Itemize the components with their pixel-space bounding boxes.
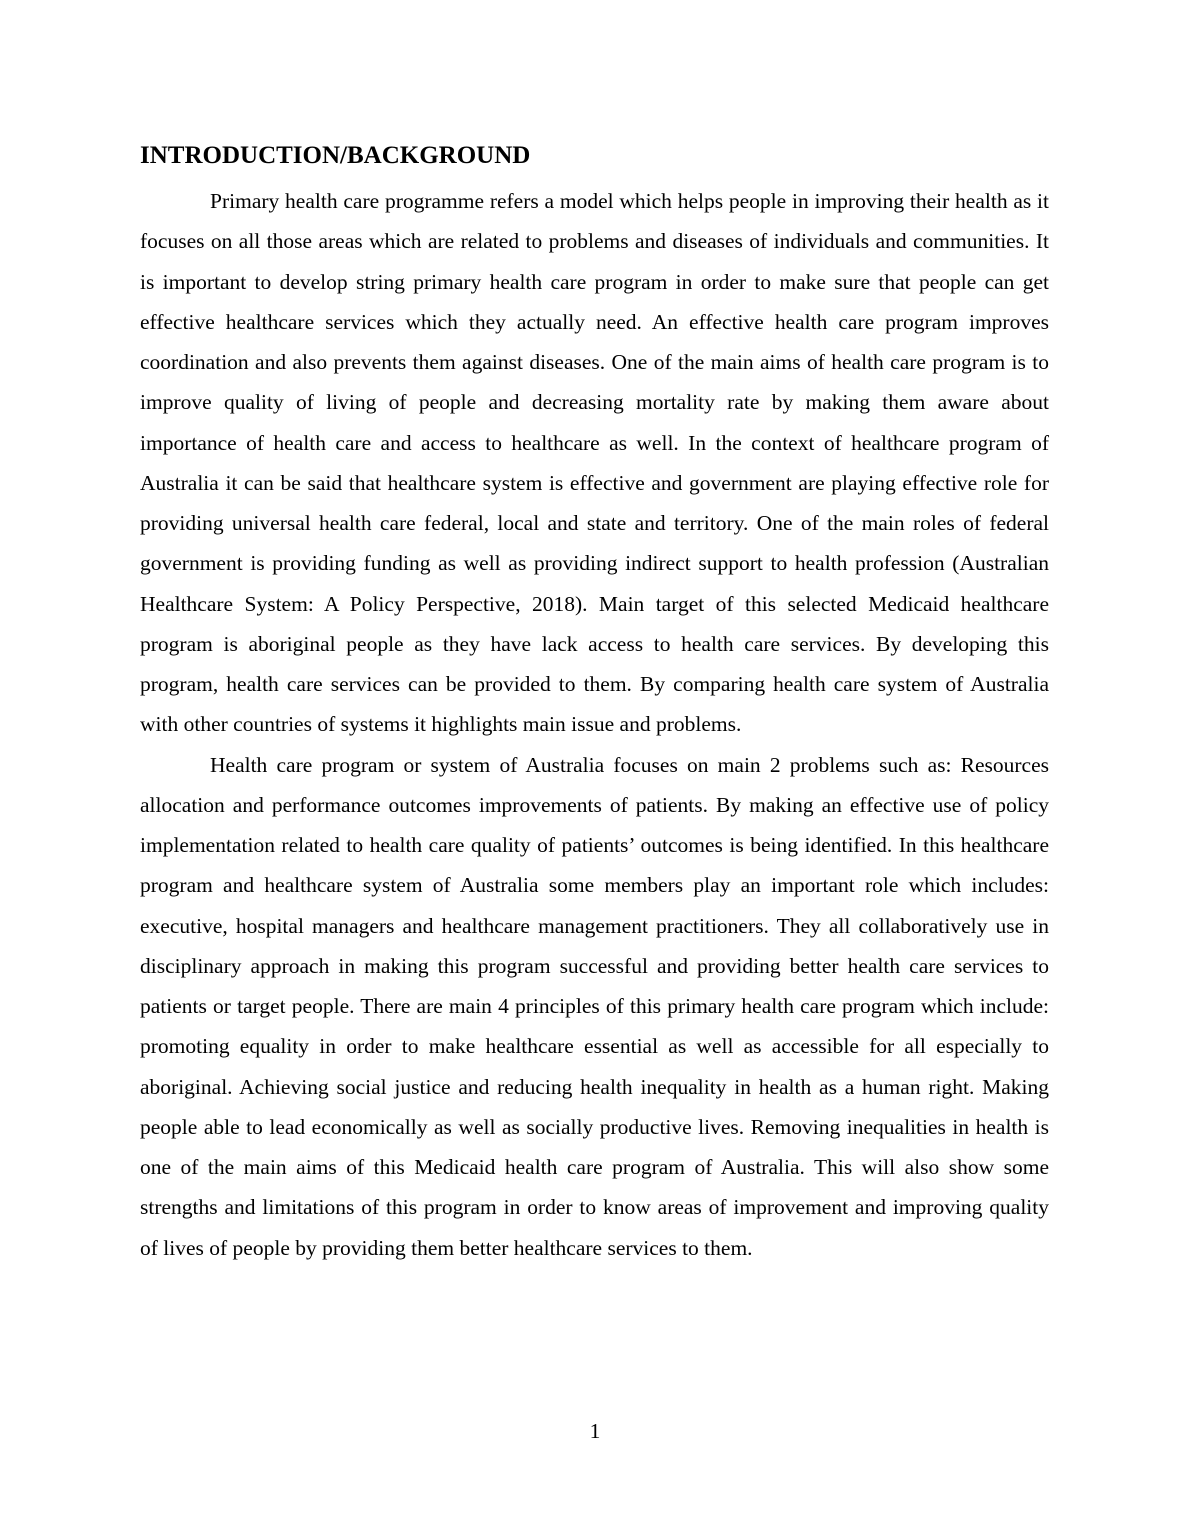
paragraph-problems: Health care program or system of Australia focuses on main 2 problems such as: Resources allocation and performance outcomes improvements of patients. By making an effective use of policy implementation related to health care quality of patients’ outcomes is being identified. In this healthcare program and healthcare system of Australia some members play an important role which includes: executive, hospital managers and healthcare management practitioners. They all collaboratively use in disciplinary approach in making this program successful and providing better health care services to patients or target people. There are main 4 principles of this primary health care program which include: promoting equality in order to make healthcare essential as well as accessible for all especially to aboriginal. Achieving social justice and reducing health inequality in health as a human right. Making people able to lead economically as well as socially productive lives. Removing inequalities in health is one of the main aims of this Medicaid health care program of Australia. This will also show some strengths and limitations of this program in order to know areas of improvement and improving quality of lives of people by providing them better healthcare services to them. (140, 752, 1049, 1260)
page-number: 1 (589, 1419, 601, 1443)
section-heading: INTRODUCTION/BACKGROUND (140, 142, 531, 169)
body-text (140, 181, 1049, 1268)
paragraph-intro: Primary health care programme refers a model which helps people in improving their health as it focuses on all those areas which are related to problems and diseases of individuals and communities. It is important to develop string primary health care program in order to make sure that people can get effective healthcare services which they actually need. An effective health care program improves coordination and also prevents them against diseases. One of the main aims of health care program is to improve quality of living of people and decreasing mortality rate by making them aware about importance of health care and access to healthcare as well. In the context of healthcare program of Australia it can be said that healthcare system is effective and government are playing effective role for providing universal health care federal, local and state and territory. One of the main roles of federal government is providing funding as well as providing indirect support to health profession (Australian Healthcare System: A Policy Perspective, 2018). Main target of this selected Medicaid healthcare program is aboriginal people as they have lack access to health care services. By developing this program, health care services can be provided to them. By comparing health care system of Australia with other countries of systems it highlights main issue and problems. (140, 189, 1049, 737)
